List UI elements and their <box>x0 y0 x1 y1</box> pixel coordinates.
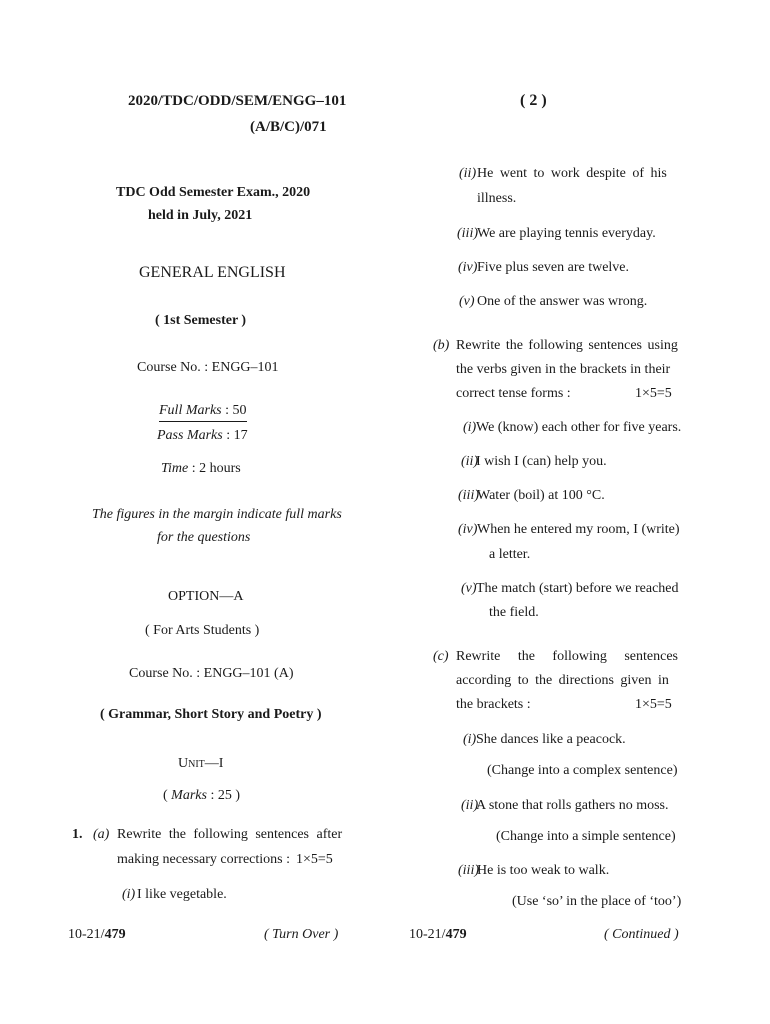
c-item-direction: (Change into a complex sentence) <box>487 763 678 778</box>
question-1a-line2: making necessary corrections : <box>117 852 290 867</box>
unit-marks <box>163 787 240 805</box>
instruction-line2: for the questions <box>157 530 251 545</box>
pass-marks-value: : 17 <box>222 428 248 443</box>
option-heading: OPTION—A <box>168 589 244 604</box>
c-item-num: (i) <box>463 732 477 747</box>
question-1-number: 1. <box>72 827 83 842</box>
question-1a-line1: Rewrite the following sentences after <box>117 827 343 842</box>
a-item-text: We are playing tennis everyday. <box>477 226 656 241</box>
full-marks-label: Full Marks <box>159 403 222 418</box>
full-marks <box>159 402 247 422</box>
b-item-num: (ii) <box>461 454 479 469</box>
b-item-text-cont: a letter. <box>489 547 531 562</box>
unit-marks-value: : 25 ) <box>206 788 241 803</box>
question-1b-line3: correct tense forms : <box>456 386 571 401</box>
paper-code-line2: (A/B/C)/071 <box>250 119 327 135</box>
course-number: Course No. : ENGG–101 <box>137 360 279 375</box>
course-number-a: Course No. : ENGG–101 (A) <box>129 666 294 681</box>
subject-title: GENERAL ENGLISH <box>139 264 286 281</box>
question-1c-line3: the brackets : <box>456 697 531 712</box>
b-item-text: I wish I (can) help you. <box>476 454 607 469</box>
page-number: ( 2 ) <box>520 92 547 109</box>
question-1c-line2: according to the directions given in <box>456 673 669 688</box>
a-item-num: (ii) <box>459 166 477 181</box>
semester: ( 1st Semester ) <box>155 313 247 328</box>
instruction-line1: The figures in the margin indicate full marks <box>92 507 342 522</box>
unit-marks-label: Marks <box>171 788 207 803</box>
a-item-num: (iii) <box>457 226 478 241</box>
time <box>161 460 241 478</box>
full-marks-value: : 50 <box>221 403 247 418</box>
b-item-text: The match (start) before we reached <box>476 581 679 596</box>
question-1a-i-number: (i) <box>122 887 136 902</box>
exam-title-line1: TDC Odd Semester Exam., 2020 <box>116 185 311 200</box>
time-label: Time <box>161 461 189 476</box>
footer-code-number: 479 <box>104 927 126 942</box>
topic-heading: ( Grammar, Short Story and Poetry ) <box>100 707 322 722</box>
a-item-text-cont: illness. <box>477 191 517 206</box>
unit-marks-open: ( <box>163 788 172 803</box>
footer-code-prefix: 10-21/ <box>68 927 105 942</box>
exam-title-line2: held in July, 2021 <box>148 208 253 223</box>
c-item-text: He is too weak to walk. <box>477 863 610 878</box>
students-heading: ( For Arts Students ) <box>145 623 260 638</box>
footer-code-number: 479 <box>445 927 467 942</box>
b-item-num: (i) <box>463 420 477 435</box>
footer-code <box>409 926 467 944</box>
a-item-text: Five plus seven are twelve. <box>477 260 630 275</box>
c-item-num: (iii) <box>458 863 479 878</box>
question-1c-marks: 1×5=5 <box>635 697 672 712</box>
a-item-num: (iv) <box>458 260 478 275</box>
question-1b-line2: the verbs given in the brackets in their <box>456 362 671 377</box>
question-1b-label: (b) <box>433 338 450 353</box>
footer-code-prefix: 10-21/ <box>409 927 446 942</box>
question-1c-line1: Rewrite the following sentences <box>456 649 679 664</box>
a-item-text: He went to work despite of his <box>477 166 667 181</box>
b-item-num: (iii) <box>458 488 479 503</box>
footer-continued: ( Continued ) <box>604 927 679 942</box>
question-1b-line1: Rewrite the following sentences using <box>456 338 678 353</box>
paper-code-line1: 2020/TDC/ODD/SEM/ENGG–101 <box>128 93 347 109</box>
b-item-text: Water (boil) at 100 °C. <box>477 488 605 503</box>
time-value: : 2 hours <box>188 461 241 476</box>
footer-code <box>68 926 126 944</box>
pass-marks-label: Pass Marks <box>157 428 223 443</box>
c-item-direction: (Change into a simple sentence) <box>496 829 676 844</box>
question-1c-label: (c) <box>433 649 449 664</box>
b-item-text-cont: the field. <box>489 605 539 620</box>
question-1b-marks: 1×5=5 <box>635 386 672 401</box>
pass-marks <box>157 427 248 445</box>
b-item-num: (iv) <box>458 522 478 537</box>
question-1a-i-text: I like vegetable. <box>137 887 227 902</box>
c-item-text: A stone that rolls gathers no moss. <box>476 798 669 813</box>
question-1a-marks: 1×5=5 <box>296 852 333 867</box>
c-item-direction: (Use ‘so’ in the place of ‘too’) <box>512 894 682 909</box>
a-item-num: (v) <box>459 294 475 309</box>
footer-turn-over: ( Turn Over ) <box>264 927 339 942</box>
unit-heading: Unit—I <box>178 756 224 771</box>
c-item-text: She dances like a peacock. <box>476 732 626 747</box>
c-item-num: (ii) <box>461 798 479 813</box>
a-item-text: One of the answer was wrong. <box>477 294 648 309</box>
b-item-num: (v) <box>461 581 477 596</box>
question-1a-label: (a) <box>93 827 110 842</box>
b-item-text: When he entered my room, I (write) <box>477 522 680 537</box>
b-item-text: We (know) each other for five years. <box>476 420 682 435</box>
